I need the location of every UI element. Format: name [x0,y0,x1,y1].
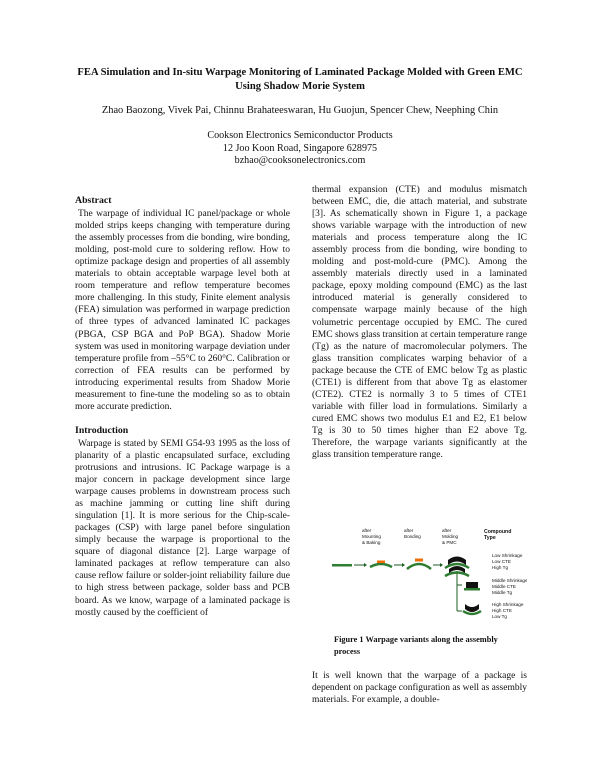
result-middle-shrinkage [464,588,480,591]
affiliation-company: Cookson Electronics Semiconductor Products [207,130,393,141]
substrate-bonded [407,564,431,569]
abstract-heading: Abstract [75,195,112,206]
introduction-heading: Introduction [75,424,129,436]
left-column [75,195,290,619]
right-column-continuation [312,660,527,715]
stage-label-molding: after Molding & PMC [442,528,459,545]
arrowhead [402,563,405,567]
substrate-flat [332,564,352,567]
stage-label-bonding: after Bonding [404,528,421,539]
stage-label-mounting: after Mounting & Baking [362,528,381,545]
right-column-text: thermal expansion (CTE) and modulus mismatch between EMC, die, die attach material, and substrate [3]. As schematically shown in Figure 1, a package shows variable warpage with the introduction of new materials and process temperature along the IC assembly process from die bonding, wire bonding to molding and post-mold-cure (PMC). Among the assembly materials directly used in a laminated package, epoxy molding compound (EMC) as the last introduced material is generally considered to compensate warpage mainly because of the high volumetric percentage occupied by EMC. The cured EMC shows glass transition at certain temperature range (Tg) as the nature of macromolecular polymers. The glass transition complicates warping behavior of a package because the CTE of EMC below Tg as plastic (CTE1) is different from that above Tg as elastomer (CTE2). CTE2 is normally 3 to 5 times of CTE1 variable with filler load in formulations. Similarly a cured EMC shows two modulus E1 and E2, E1 below Tg is 30 to 50 times higher than E2 above Tg. Therefore, the warpage variants significantly at the glass transition temperature range. [312,185,528,461]
paper-title: FEA Simulation and In-situ Warpage Monitoring of Laminated Package Molded with Green EMC Using Shadow Morie System [77,67,523,92]
substrate-mounted [370,564,392,567]
arrowhead [440,563,443,567]
compound-type-1: Low Shrinkage Low CTE High Tg [492,553,523,570]
author-list: Zhao Baozong, Vivek Pai, Chinnu Brahateeswaran, Hu Guojun, Spencer Chew, Neephing Chin [101,105,499,116]
arrowhead [364,563,367,567]
warpage-diagram [312,527,527,627]
abstract-text: The warpage of individual IC panel/package or whole molded strips keeps changing with temperature during the assembly processes from die bonding, wire bonding, molding, post-mold cure to soldering reflow. How to optimize package design and properties of all assembly materials to obtain acceptable warpage level both at room temperature and reflow temperature becomes more challenging. In this study, Finite element analysis (FEA) simulation was performed in warpage prediction of three types of advanced laminated IC packages (PBGA, CSP BGA and PoP BGA). Shadow Morie system was used in monitoring warpage deviation under temperature profile from –55°C to 260°C. Calibration or correction of FEA results can be performed by introducing experimental results from Shadow Morie measurement to fine-tune the modeling so as to obtain more accurate prediction. [75,209,290,412]
continuation-text: It is well known that the warpage of a package is dependent on package configuration as well as assembly materials. For example, a double- [312,670,527,705]
affiliation-email: bzhao@cooksonelectronics.com [234,155,366,167]
compound-type-2: Middle Shrinkage Middle CTE Middle Tg [492,578,527,595]
figure-1 [312,527,527,627]
introduction-text: Warpage is stated by SEMI G54-93 1995 as the loss of planarity of a plastic encapsulated surface, excluding protrusions and intrusions. IC Package warpage is a major concern in package development since large warpage causes problems in downstream process such as machine jamming or cutting line shift during singulation [1]. It is more serious for the Chip-scale-packages (CSP) with large panel before singulation simply because the warpage is proportional to the square of diagonal distance [2]. Large warpage of laminated packages at reflow temperature can also cause reflow failure or solder-joint reliability failure due to high stress between package, solder bass and PCB board. As we know, warpage of a laminated package is mostly caused by the coefficient of [75,438,290,618]
die-bonded [415,559,423,562]
figure-caption: Figure 1 Warpage variants along the assembly process [334,635,498,656]
affiliation [120,130,480,168]
compound-type-3: High Shrinkage High CTE Low Tg [492,602,524,619]
affiliation-address: 12 Joo Koon Road, Singapore 628975 [222,142,378,154]
die-mounted [377,561,385,564]
right-column [312,184,527,461]
compound-type-header: Compound Type [484,529,512,541]
